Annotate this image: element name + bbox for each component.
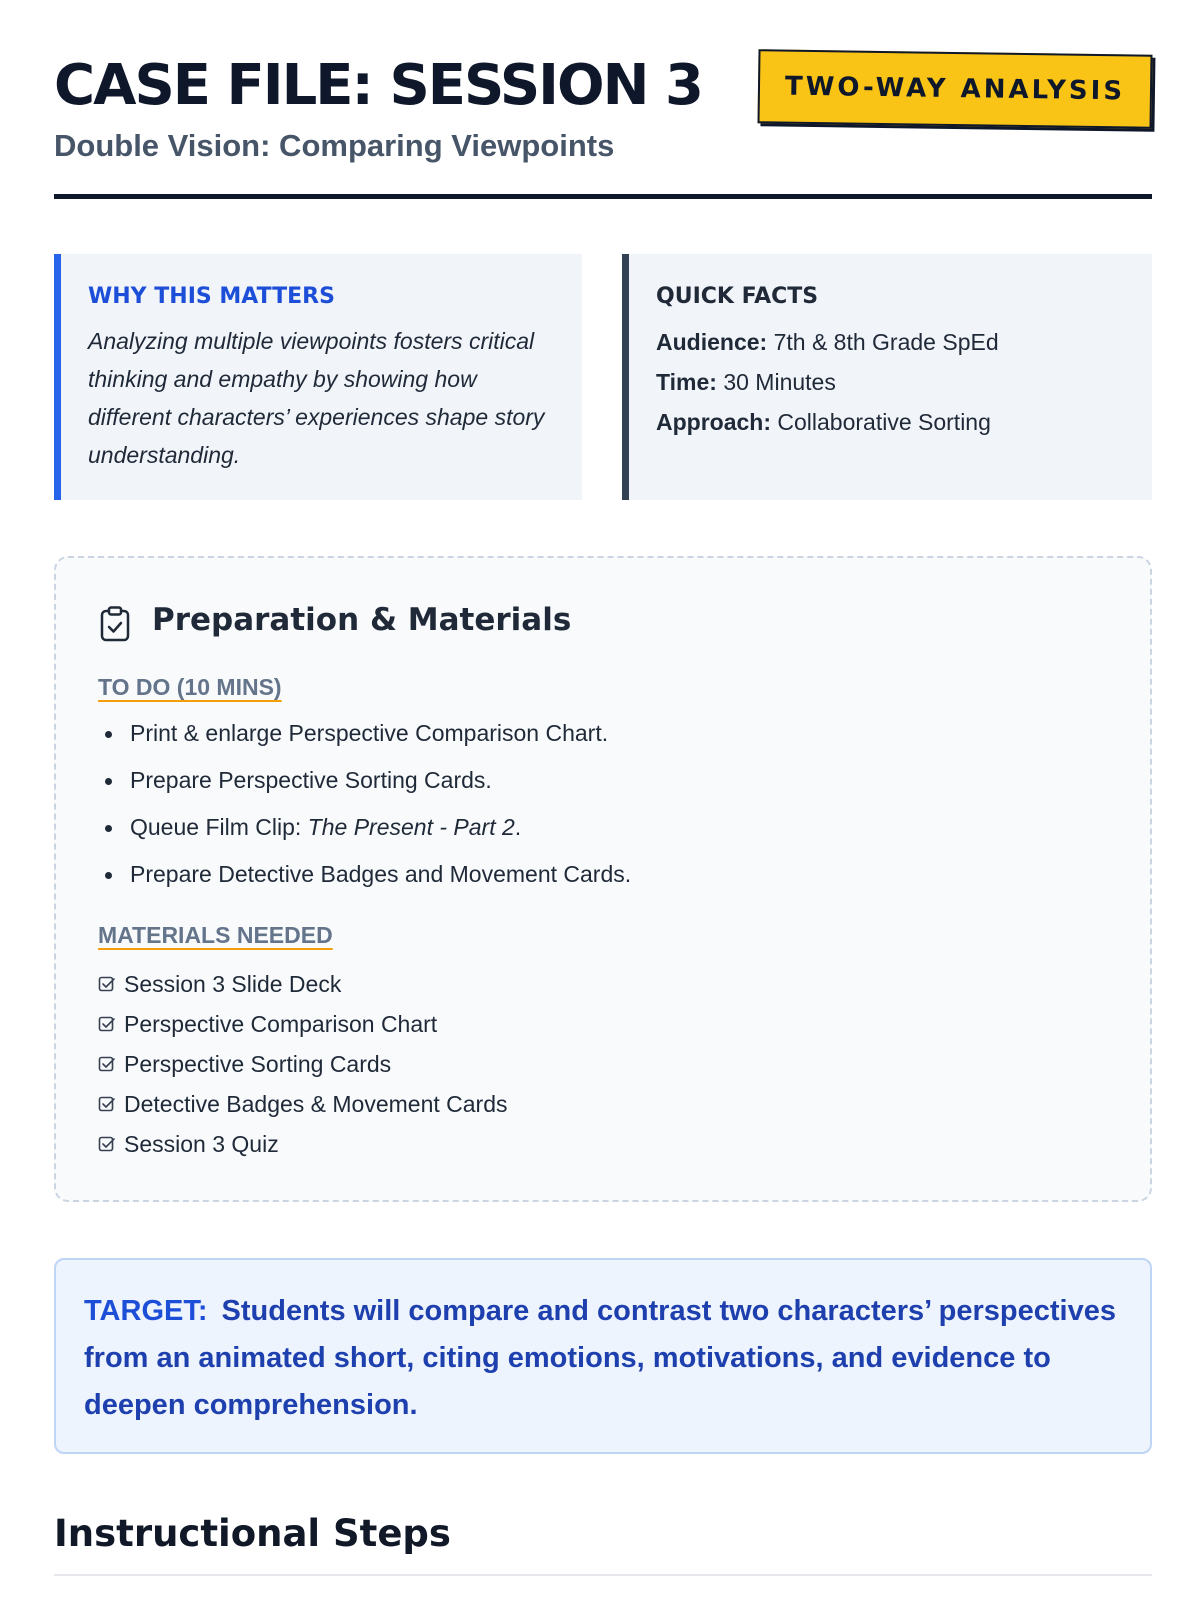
fact-value: 30 Minutes (723, 369, 836, 395)
page-title: CASE FILE: SESSION 3 (54, 53, 702, 118)
why-this-matters-card (54, 254, 582, 500)
list-item (98, 851, 998, 898)
list-item (98, 757, 998, 804)
fact-time (656, 362, 1136, 402)
fact-value: Collaborative Sorting (777, 409, 991, 435)
facts-label: QUICK FACTS (656, 284, 819, 309)
checkbox-checked-icon (98, 975, 116, 993)
list-item (98, 1004, 508, 1044)
preparation-materials-panel (54, 556, 1152, 1202)
fact-key: Approach: (656, 409, 771, 435)
checkbox-checked-icon (98, 1055, 116, 1073)
checkbox-checked-icon (98, 1135, 116, 1153)
list-item (98, 964, 508, 1004)
checkbox-checked-icon (98, 1015, 116, 1033)
steps-divider (54, 1574, 1152, 1576)
fact-value: 7th & 8th Grade SpEd (773, 329, 999, 355)
fact-key: Time: (656, 369, 717, 395)
why-label: WHY THIS MATTERS (88, 284, 335, 309)
target-label: TARGET: (84, 1295, 208, 1327)
checkbox-checked-icon (98, 1095, 116, 1113)
film-title: The Present - Part 2 (307, 814, 515, 840)
todo-text: Print & enlarge Perspective Comparison Chart. (130, 720, 609, 746)
material-text: Session 3 Quiz (124, 1131, 279, 1157)
page-subtitle: Double Vision: Comparing Viewpoints (54, 128, 615, 163)
prep-title: Preparation & Materials (152, 602, 572, 638)
facts-list (656, 322, 1136, 442)
list-item (98, 804, 998, 851)
list-item (98, 710, 998, 757)
analysis-badge: TWO-WAY ANALYSIS (758, 49, 1153, 128)
todo-label: TO DO (10 MINS) (98, 674, 282, 700)
target-text (84, 1288, 1124, 1429)
fact-key: Audience: (656, 329, 768, 355)
instructional-steps-heading: Instructional Steps (54, 1512, 451, 1555)
todo-text: Prepare Detective Badges and Movement Cards. (130, 861, 632, 887)
material-text: Perspective Comparison Chart (124, 1011, 438, 1037)
todo-list (98, 710, 998, 898)
header-divider (54, 194, 1152, 199)
quick-facts-card (622, 254, 1152, 500)
material-text: Session 3 Slide Deck (124, 971, 342, 997)
why-text: Analyzing multiple viewpoints fosters critical thinking and empathy by showing how different characters’ experiences shape story understanding. (88, 328, 545, 468)
target-body: Students will compare and contrast two characters’ perspectives from an animated short, citing emotions, motivations, and evidence to deepen comprehension. (84, 1295, 1116, 1421)
learning-target-box (54, 1258, 1152, 1454)
list-item (98, 1124, 508, 1164)
clipboard-check-icon (100, 606, 130, 642)
materials-list (98, 964, 508, 1164)
fact-approach (656, 402, 1136, 442)
list-item (98, 1084, 508, 1124)
material-text: Perspective Sorting Cards (124, 1051, 392, 1077)
material-text: Detective Badges & Movement Cards (124, 1091, 508, 1117)
todo-text: Queue Film Clip: (130, 814, 308, 840)
fact-audience (656, 322, 1136, 362)
materials-label: MATERIALS NEEDED (98, 922, 333, 948)
todo-text: Prepare Perspective Sorting Cards. (130, 767, 492, 793)
page-header (54, 52, 1152, 200)
todo-suffix: . (514, 814, 522, 840)
list-item (98, 1044, 508, 1084)
